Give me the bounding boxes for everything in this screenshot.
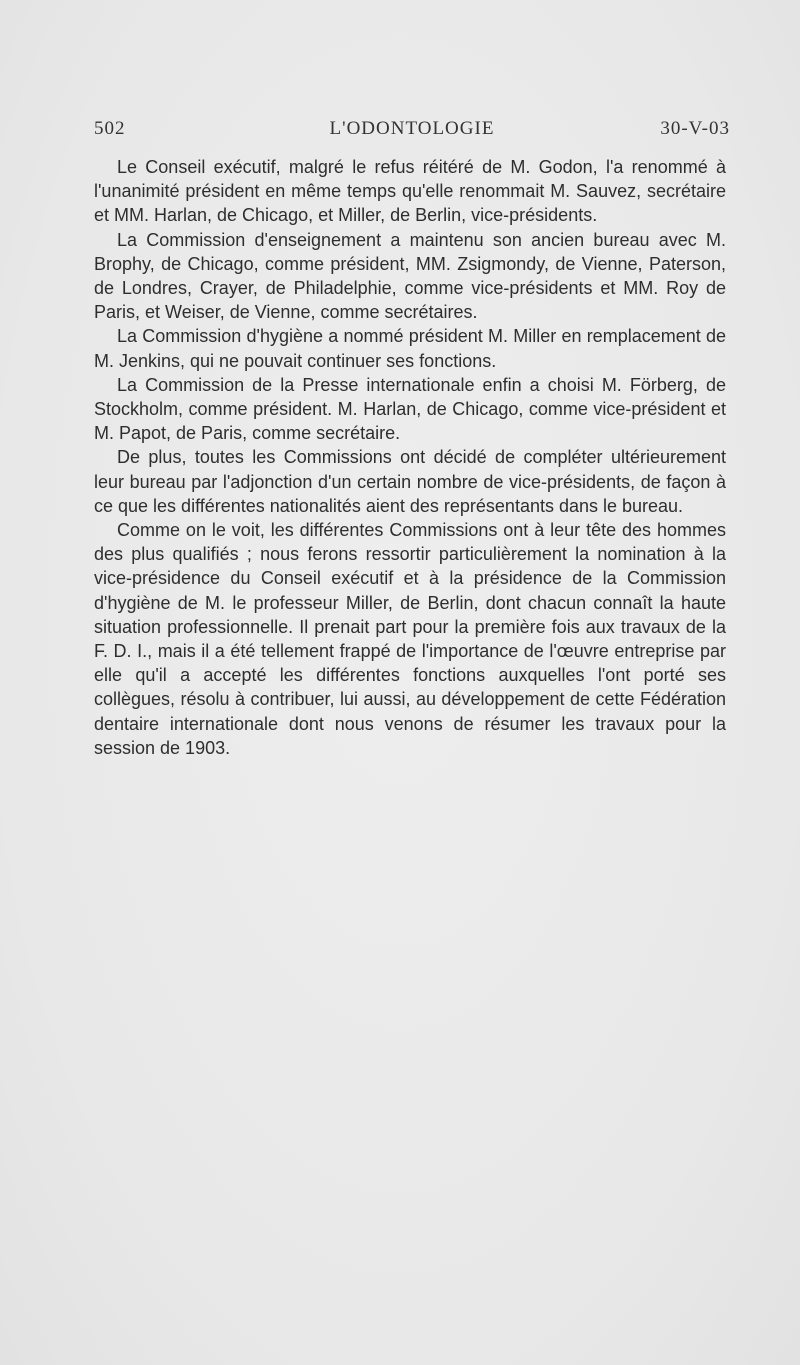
running-header	[94, 118, 730, 148]
paragraph-teaching-commission: La Commission d'enseignement a maintenu son ancien bureau avec M. Brophy, de Chicago, comme président, MM. Zsigmondy, de Vienne, Paterson, de Londres, Crayer, de Philadelphie, comme vice-présidents et MM. Roy de Paris, et Weiser, de Vienne, comme secrétaires.	[94, 229, 726, 323]
paragraph-press-commission: La Commission de la Presse internationale enfin a choisi M. Förberg, de Stockholm, comme président. M. Harlan, de Chicago, comme vice-président et M. Papot, de Paris, comme secrétaire.	[94, 374, 726, 444]
journal-title: L'ODONTOLOGIE	[329, 118, 495, 139]
paragraph-executive-council: Le Conseil exécutif, malgré le refus réitéré de M. Godon, l'a renommé à l'unanimité président en même temps qu'elle renommait M. Sauvez, secrétaire et MM. Harlan, de Chicago, et Miller, de Berlin, vice-présidents.	[94, 157, 726, 226]
paragraph-vice-presidents: De plus, toutes les Commissions ont décidé de compléter ultérieurement leur bureau par l'adjonction d'un certain nombre de vice-présidents, de façon à ce que les différentes nationalités aient des représentants dans le bureau.	[94, 447, 726, 516]
page-number: 502	[94, 118, 126, 139]
paragraph-conclusion: Comme on le voit, les différentes Commissions ont à leur tête des hommes des plus qualifiés ; nous ferons ressortir particulièrement la nomination à la vice-présidence du Conseil exécutif et à la présidence de la Commission d'hygiène de M. le professeur Miller, de Berlin, dont chacun connaît la haute situation professionnelle. Il prenait part pour la première fois aux travaux de la F. D. I., mais il a été tellement frappé de l'importance de l'œuvre entreprise par elle qu'il a accepté les différentes fonctions auxquelles l'ont porté ses collègues, résolu à contribuer, lui aussi, au développement de cette Fédération dentaire internationale dont nous venons de résumer les travaux pour la session de 1903.	[94, 520, 726, 758]
paragraph-hygiene-commission: La Commission d'hygiène a nommé président M. Miller en remplacement de M. Jenkins, qui ne pouvait continuer ses fonctions.	[94, 326, 726, 371]
issue-date: 30-V-03	[660, 118, 730, 139]
article-body	[94, 155, 726, 760]
